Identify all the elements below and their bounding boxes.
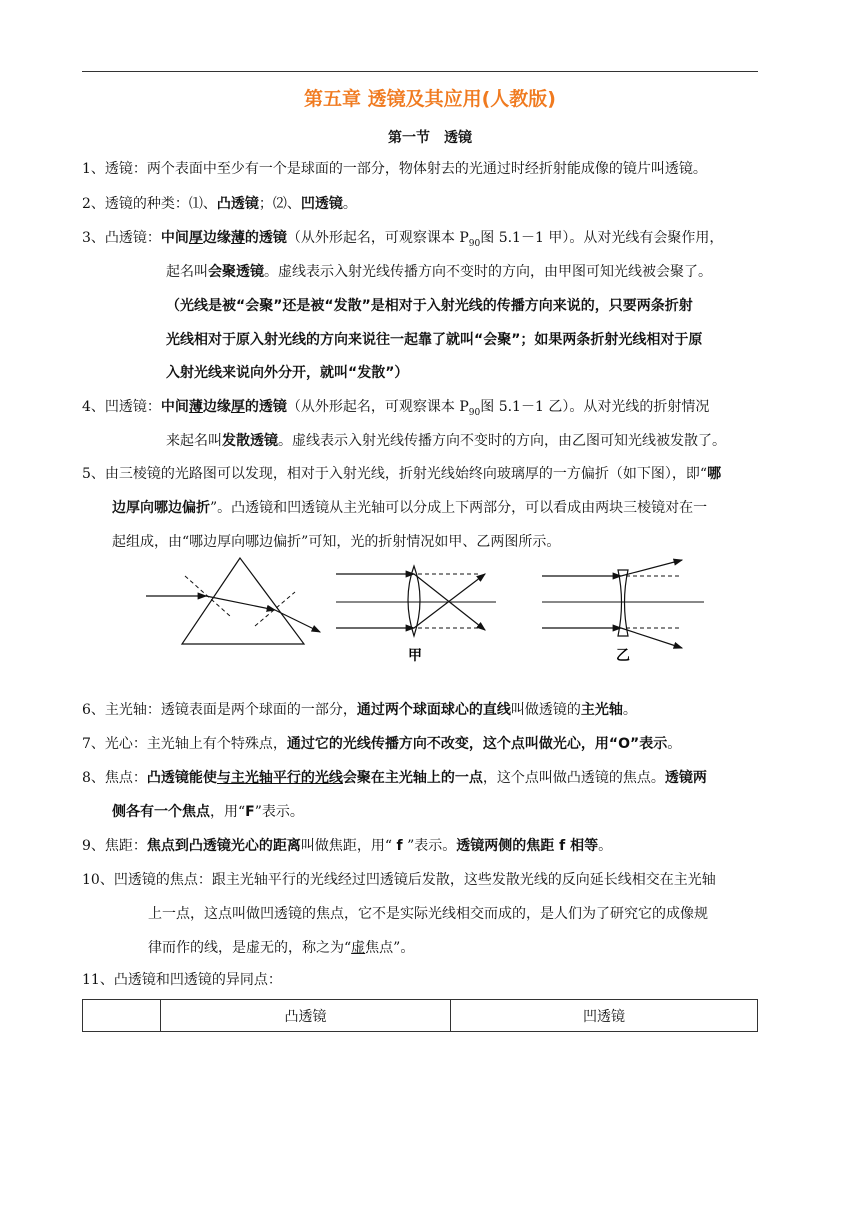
text: 的透镜 <box>244 230 287 246</box>
subscript: 90 <box>468 238 481 249</box>
table-row <box>83 1000 758 1032</box>
text: 哪 <box>707 466 722 482</box>
text: 来起名叫 <box>166 433 222 449</box>
text: 边厚向哪边偏折 <box>112 500 210 516</box>
text: 薄 <box>188 399 203 415</box>
comparison-table <box>82 999 758 1032</box>
item-3-line-3: （光线是被“会聚”还是被“发散”是相对于入射光线的传播方向来说的，只要两条折射 <box>166 298 693 314</box>
item-5-line-2 <box>112 498 707 518</box>
item-2-text: 。 <box>342 196 357 212</box>
text: 中间 <box>160 230 189 246</box>
text: 厚 <box>188 230 203 246</box>
text: 9、焦距： <box>82 838 147 854</box>
item-8-line-2 <box>112 802 304 822</box>
text: 6、主光轴：透镜表面是两个球面的一部分， <box>82 702 357 718</box>
item-2-text: ；⑵、 <box>258 196 301 212</box>
chapter-title: 第五章 透镜及其应用(人教版) <box>304 88 556 110</box>
text: 的透镜 <box>244 399 287 415</box>
text: 边缘 <box>202 399 231 415</box>
item-3-line-5: 入射光线来说向外分开，就叫“发散”） <box>166 365 409 381</box>
text: 焦点到凸透镜光心的距离 <box>146 838 301 854</box>
text: 厚 <box>230 399 245 415</box>
item-6 <box>82 700 637 720</box>
text: 8、焦点： <box>82 770 147 786</box>
text: ”表示。 <box>254 804 304 820</box>
item-1: 1、透镜：两个表面中至少有一个是球面的一部分，物体射去的光通过时经折射能成像的镜片叫透镜。 <box>82 161 707 177</box>
text: 通过它的光线传播方向不改变，这个点叫做光心，用“O”表示 <box>286 736 668 752</box>
item-3-line-4: 光线相对于原入射光线的方向来说往一起靠了就叫“会聚”；如果两条折射光线相对于原 <box>166 332 703 348</box>
text: 会聚透镜 <box>208 264 264 280</box>
item-2-concave: 凹透镜 <box>300 196 343 212</box>
text: 叫做焦距，用“ <box>300 838 397 854</box>
item-5-line-3: 起组成，由“哪边厚向哪边偏折”可知，光的折射情况如甲、乙两图所示。 <box>112 534 561 550</box>
text: 5、由三棱镜的光路图可以发现，相对于入射光线，折射光线始终向玻璃厚的一方偏折（如下图），即“ <box>82 466 708 482</box>
text: 边缘 <box>202 230 231 246</box>
text: ，这个点叫做凸透镜的焦点。 <box>482 770 665 786</box>
item-3-line-2 <box>166 262 712 282</box>
text: （从外形起名，可观察课本 P <box>286 230 469 246</box>
text: 。 <box>667 736 682 752</box>
text: 4、凹透镜： <box>82 399 161 415</box>
text: 通过两个球面球心的直线 <box>356 702 511 718</box>
text: 透镜两侧的焦距 f 相等 <box>456 838 599 854</box>
text: ”表示。 <box>402 838 457 854</box>
item-2 <box>82 194 357 214</box>
text: 图 5.1－1 甲）。从对光线有会聚作用， <box>480 230 724 246</box>
item-11: 11、凸透镜和凹透镜的异同点： <box>82 972 282 988</box>
item-7 <box>82 734 681 754</box>
item-2-text: 2、透镜的种类：⑴、 <box>82 196 217 212</box>
text: 7、光心：主光轴上有个特殊点， <box>82 736 287 752</box>
text: 叫做透镜的 <box>510 702 581 718</box>
text: F <box>245 804 255 820</box>
text: 图 5.1－1 乙）。从对光线的折射情况 <box>480 399 710 415</box>
label-yi: 乙 <box>616 648 630 664</box>
text: 起名叫 <box>166 264 208 280</box>
table-header-cell <box>83 1000 161 1032</box>
lens-diagram <box>140 556 720 668</box>
text: 虚 <box>351 940 366 956</box>
prism-diagram <box>146 558 320 644</box>
concave-lens-diagram <box>542 560 704 648</box>
text: ，用“ <box>210 804 246 820</box>
item-3-line-1 <box>82 228 723 254</box>
item-4-line-2 <box>166 431 726 451</box>
text: 律而作的线，是虚无的，称之为“ <box>148 940 352 956</box>
item-4-line-1 <box>82 397 709 423</box>
text: 焦点”。 <box>365 940 415 956</box>
item-8-line-1 <box>82 768 707 788</box>
table-header-cell: 凸透镜 <box>161 1000 451 1032</box>
item-2-convex: 凸透镜 <box>216 196 259 212</box>
text: 3、凸透镜： <box>82 230 161 246</box>
text: f <box>396 838 403 854</box>
text: 薄 <box>230 230 245 246</box>
text: 主光轴 <box>580 702 623 718</box>
item-10-line-1: 10、凹透镜的焦点：跟主光轴平行的光线经过凹透镜后发散，这些发散光线的反向延长线相交在主光轴 <box>82 872 716 888</box>
text: 会聚在主光轴上的一点 <box>342 770 483 786</box>
text: 。 <box>598 838 613 854</box>
text: （从外形起名，可观察课本 P <box>286 399 469 415</box>
text: 凸透镜能使 <box>146 770 217 786</box>
text: 发散透镜 <box>222 433 278 449</box>
header-rule <box>82 71 758 72</box>
item-9 <box>82 836 612 856</box>
text: 。虚线表示入射光线传播方向不变时的方向，由甲图可知光线被会聚了。 <box>264 264 712 280</box>
text: 。 <box>622 702 637 718</box>
text: ”。凸透镜和凹透镜从主光轴可以分成上下两部分，可以看成由两块三棱镜对在一 <box>210 500 708 516</box>
item-10-line-2: 上一点，这点叫做凹透镜的焦点，它不是实际光线相交而成的，是人们为了研究它的成像规 <box>148 906 708 922</box>
text: 。虚线表示入射光线传播方向不变时的方向，由乙图可知光线被发散了。 <box>278 433 726 449</box>
table-header-cell: 凹透镜 <box>451 1000 758 1032</box>
text: 与主光轴平行的光线 <box>216 770 343 786</box>
section-title: 第一节 透镜 <box>388 130 472 146</box>
subscript: 90 <box>468 407 481 418</box>
text: 中间 <box>160 399 189 415</box>
item-10-line-3 <box>148 938 414 958</box>
label-jia: 甲 <box>408 648 422 664</box>
text: 侧各有一个焦点 <box>112 804 210 820</box>
text: 透镜两 <box>664 770 707 786</box>
convex-lens-diagram <box>336 566 496 636</box>
item-5-line-1 <box>82 464 721 484</box>
